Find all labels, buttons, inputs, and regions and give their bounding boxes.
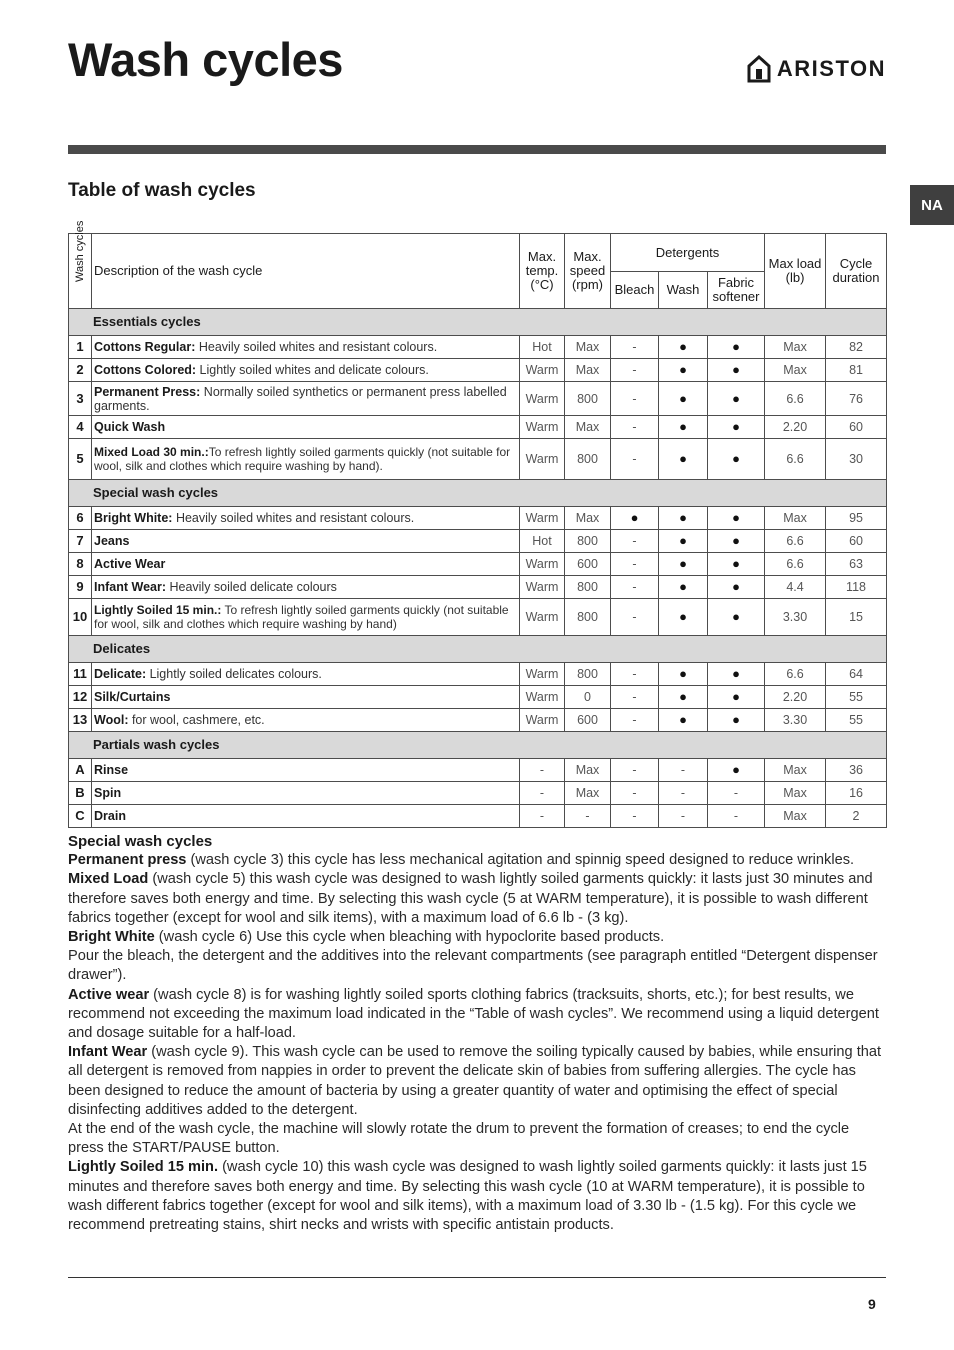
cell-duration: 63 (826, 553, 887, 576)
cycle-name: Drain (94, 809, 126, 823)
table-row (69, 663, 887, 686)
region-tab: NA (910, 185, 954, 225)
header-detergents: Detergents (611, 234, 765, 272)
house-logo-icon (747, 55, 771, 83)
header-description: Description of the wash cycle (92, 234, 520, 309)
cycle-number: 4 (69, 416, 92, 439)
cycle-description (92, 686, 520, 709)
cell-softener: ● (708, 530, 765, 553)
cell-softener: ● (708, 439, 765, 480)
table-row (69, 709, 887, 732)
table-row (69, 359, 887, 382)
cycle-name: Cottons Colored: (94, 363, 197, 377)
group-row (69, 480, 887, 507)
cell-temp: Warm (520, 576, 565, 599)
table-row (69, 507, 887, 530)
cell-speed: 800 (565, 576, 611, 599)
cell-load: Max (765, 759, 826, 782)
cycle-detail: Heavily soiled whites and resistant colours. (195, 340, 438, 354)
cell-temp: Warm (520, 382, 565, 416)
cycle-description (92, 599, 520, 636)
note-infant-wear-detail: At the end of the wash cycle, the machine will slowly rotate the drum to prevent the formation of creases; to end the cycle press the START/PAUSE button. (68, 1121, 850, 1157)
note-permanent-press: Permanent press (wash cycle 3) this cycle has less mechanical agitation and spinnig speed designed to reduce wrinkles. (68, 852, 855, 869)
note-mixed-load: Mixed Load (wash cycle 5) this wash cycle was designed to wash lightly soiled garments quickly: it lasts just 30 minutes and therefore saves both energy and time. By selecting this wash cycle (5 at WARM temperature), it is possible to wash different fabrics together (except for wool and silk items), with a maximum load of 6.6 lb - (3 kg). (68, 871, 873, 926)
cell-speed: 800 (565, 382, 611, 416)
cell-temp: Warm (520, 553, 565, 576)
cycle-name: Mixed Load 30 min.: (94, 445, 209, 459)
table-row (69, 416, 887, 439)
table-row (69, 759, 887, 782)
header-max-temp: Max. temp. (°C) (520, 234, 565, 309)
page-title: Wash cycles (68, 33, 343, 86)
group-label: Special wash cycles (69, 480, 887, 507)
header-softener: Fabric softener (708, 272, 765, 309)
cell-duration: 16 (826, 782, 887, 805)
cycle-name: Delicate: (94, 667, 147, 681)
cell-duration: 2 (826, 805, 887, 828)
cycle-description (92, 507, 520, 530)
cell-wash: ● (659, 439, 708, 480)
cell-wash: ● (659, 530, 708, 553)
cycle-number: 7 (69, 530, 92, 553)
cycle-number: C (69, 805, 92, 828)
table-row (69, 336, 887, 359)
cell-speed: Max (565, 782, 611, 805)
brand-logo (747, 54, 886, 84)
cell-temp: Warm (520, 359, 565, 382)
cell-duration: 81 (826, 359, 887, 382)
cell-duration: 15 (826, 599, 887, 636)
group-row (69, 636, 887, 663)
cell-bleach: - (611, 599, 659, 636)
cell-softener: ● (708, 416, 765, 439)
cell-load: 2.20 (765, 686, 826, 709)
page-number: 9 (868, 1296, 876, 1312)
cycle-description (92, 359, 520, 382)
cycle-detail: Heavily soiled delicate colours (166, 580, 337, 594)
cycle-number: 12 (69, 686, 92, 709)
cell-temp: Warm (520, 599, 565, 636)
cell-bleach: - (611, 663, 659, 686)
header-wash: Wash (659, 272, 708, 309)
cell-softener: ● (708, 709, 765, 732)
cell-wash: ● (659, 382, 708, 416)
cell-load: 3.30 (765, 599, 826, 636)
cell-load: 2.20 (765, 416, 826, 439)
cell-wash: ● (659, 359, 708, 382)
cycle-description (92, 382, 520, 416)
cycle-number: 5 (69, 439, 92, 480)
note-lightly-soiled: Lightly Soiled 15 min. (wash cycle 10) this wash cycle was designed to wash lightly soiled garments quickly: it lasts just 15 minutes and therefore saves both energy and time. By selecting this wash cycle (10 at WARM temperature), it is possible to wash different fabrics together (except for wool and silk items), with a maximum load of 3.30 lb - (1.5 kg). For this cycle we recommend pretreating stains, shirt necks and wrists with specific antistain products. (68, 1159, 867, 1234)
cell-speed: - (565, 805, 611, 828)
cycle-detail: To refresh lightly soiled garments quickly (not suitable for wool, silk and clothes which require washing by hand). (94, 445, 511, 473)
cycle-description (92, 576, 520, 599)
cell-temp: Hot (520, 530, 565, 553)
cycle-number: 9 (69, 576, 92, 599)
brand-name: ARISTON (776, 56, 886, 81)
cell-softener: ● (708, 359, 765, 382)
cell-bleach: - (611, 709, 659, 732)
cell-speed: Max (565, 359, 611, 382)
table-row (69, 599, 887, 636)
cell-softener: ● (708, 576, 765, 599)
cell-wash: ● (659, 663, 708, 686)
cell-bleach: ● (611, 507, 659, 530)
section-title: Table of wash cycles (68, 180, 256, 201)
header-rule (68, 145, 886, 154)
cell-bleach: - (611, 686, 659, 709)
cycle-description (92, 805, 520, 828)
cycle-name: Rinse (94, 763, 129, 777)
cycle-description (92, 782, 520, 805)
cycle-name: Silk/Curtains (94, 690, 171, 704)
cell-temp: Warm (520, 686, 565, 709)
table-row (69, 576, 887, 599)
cell-wash: ● (659, 599, 708, 636)
cell-load: 6.6 (765, 553, 826, 576)
cell-temp: Hot (520, 336, 565, 359)
cycle-name: Infant Wear: (94, 580, 166, 594)
cell-load: 6.6 (765, 439, 826, 480)
table-row (69, 382, 887, 416)
cycle-number: 11 (69, 663, 92, 686)
cell-duration: 55 (826, 686, 887, 709)
cycle-description (92, 759, 520, 782)
cell-speed: Max (565, 416, 611, 439)
table-row (69, 686, 887, 709)
cell-wash: - (659, 782, 708, 805)
cell-speed: Max (565, 759, 611, 782)
cell-duration: 64 (826, 663, 887, 686)
cell-temp: Warm (520, 663, 565, 686)
cycle-description (92, 530, 520, 553)
cell-temp: Warm (520, 709, 565, 732)
cycle-number: 8 (69, 553, 92, 576)
cell-duration: 118 (826, 576, 887, 599)
cycle-name: Jeans (94, 534, 130, 548)
cell-softener: ● (708, 336, 765, 359)
group-row (69, 732, 887, 759)
cell-softener: ● (708, 686, 765, 709)
cell-load: 6.6 (765, 382, 826, 416)
cycle-description (92, 663, 520, 686)
note-active-wear: Active wear (wash cycle 8) is for washing lightly soiled sports clothing fabrics (tracksuits, shorts, etc.); for best results, we recommend not exceeding the maximum load indicated in the “Table of wash cycles”. We recommend using a liquid detergent and dosage suitable for a half-load. (68, 986, 879, 1042)
cell-temp: - (520, 782, 565, 805)
notes-heading: Special wash cycles (68, 833, 213, 850)
cell-load: Max (765, 507, 826, 530)
cell-bleach: - (611, 530, 659, 553)
cycle-number: 3 (69, 382, 92, 416)
cell-bleach: - (611, 416, 659, 439)
cell-temp: - (520, 759, 565, 782)
cycle-detail: for wool, cashmere, etc. (128, 713, 265, 727)
cell-speed: 800 (565, 599, 611, 636)
table-row (69, 553, 887, 576)
cell-load: 6.6 (765, 530, 826, 553)
cell-load: Max (765, 782, 826, 805)
cell-softener: ● (708, 663, 765, 686)
cell-load: Max (765, 359, 826, 382)
cycle-name: Cottons Regular: (94, 340, 196, 354)
note-bright-white: Bright White (wash cycle 6) Use this cycle when bleaching with hypoclorite based products. (68, 929, 665, 946)
cell-softener: ● (708, 382, 765, 416)
cell-duration: 82 (826, 336, 887, 359)
cell-speed: 600 (565, 553, 611, 576)
header-duration: Cycle duration (826, 234, 887, 309)
cycle-name: Permanent Press: (94, 384, 201, 399)
cell-wash: ● (659, 507, 708, 530)
group-label: Partials wash cycles (69, 732, 887, 759)
cell-bleach: - (611, 782, 659, 805)
cell-wash: ● (659, 686, 708, 709)
cycle-number: 2 (69, 359, 92, 382)
group-row (69, 309, 887, 336)
header-max-speed: Max. speed (rpm) (565, 234, 611, 309)
cycle-description (92, 336, 520, 359)
cell-bleach: - (611, 336, 659, 359)
cycle-detail: Heavily soiled whites and resistant colours. (172, 511, 415, 525)
cell-load: Max (765, 336, 826, 359)
cycle-description (92, 416, 520, 439)
cell-wash: ● (659, 709, 708, 732)
cell-bleach: - (611, 759, 659, 782)
cell-wash: - (659, 805, 708, 828)
cell-wash: ● (659, 336, 708, 359)
cycle-detail: Normally soiled synthetics or permanent press labelled garments. (94, 384, 507, 413)
cycle-number: A (69, 759, 92, 782)
table-row (69, 782, 887, 805)
cell-temp: Warm (520, 416, 565, 439)
cell-bleach: - (611, 382, 659, 416)
footer-rule (68, 1277, 886, 1278)
wash-cycles-table (68, 220, 886, 828)
cycle-description (92, 553, 520, 576)
cell-bleach: - (611, 359, 659, 382)
cell-temp: - (520, 805, 565, 828)
cycle-detail: To refresh lightly soiled garments quickly (not suitable for wool, silk and clothes which require washing by hand) (94, 603, 509, 631)
cell-wash: ● (659, 553, 708, 576)
cell-wash: - (659, 759, 708, 782)
group-label: Delicates (69, 636, 887, 663)
cycle-name: Bright White: (94, 511, 173, 525)
cell-speed: 800 (565, 439, 611, 480)
cell-softener: ● (708, 599, 765, 636)
header-bleach: Bleach (611, 272, 659, 309)
cycle-name: Spin (94, 786, 122, 800)
cell-load: 3.30 (765, 709, 826, 732)
cycle-name: Wool: (94, 713, 129, 727)
cell-bleach: - (611, 439, 659, 480)
table-row (69, 805, 887, 828)
cell-softener: ● (708, 553, 765, 576)
cell-duration: 76 (826, 382, 887, 416)
note-bright-white-detail: Pour the bleach, the detergent and the additives into the relevant compartments (see paragraph entitled “Detergent dispenser drawer”). (68, 948, 878, 984)
header-cycles: Wash cycles (69, 234, 92, 309)
header-max-load: Max load (lb) (765, 234, 826, 309)
cycle-number: 13 (69, 709, 92, 732)
cell-speed: Max (565, 336, 611, 359)
cell-speed: 800 (565, 530, 611, 553)
cell-softener: ● (708, 507, 765, 530)
cell-load: Max (765, 805, 826, 828)
cell-duration: 60 (826, 416, 887, 439)
cycle-number: B (69, 782, 92, 805)
table-row (69, 530, 887, 553)
cell-softener: - (708, 805, 765, 828)
cell-speed: 600 (565, 709, 611, 732)
cell-softener: - (708, 782, 765, 805)
cycle-description (92, 439, 520, 480)
cell-bleach: - (611, 576, 659, 599)
cycle-detail: Lightly soiled whites and delicate colours. (196, 363, 429, 377)
cell-bleach: - (611, 805, 659, 828)
cell-duration: 30 (826, 439, 887, 480)
cycle-number: 1 (69, 336, 92, 359)
cycle-name: Quick Wash (94, 420, 166, 434)
cell-temp: Warm (520, 439, 565, 480)
cell-duration: 36 (826, 759, 887, 782)
cell-speed: Max (565, 507, 611, 530)
cell-speed: 800 (565, 663, 611, 686)
cycle-detail: Lightly soiled delicates colours. (146, 667, 322, 681)
cell-duration: 55 (826, 709, 887, 732)
table-row (69, 439, 887, 480)
cycle-name: Active Wear (94, 557, 166, 571)
cell-duration: 60 (826, 530, 887, 553)
notes-section (68, 832, 888, 1235)
note-infant-wear: Infant Wear (wash cycle 9). This wash cycle can be used to remove the soiling typically caused by babies, while ensuring that all detergent is removed from nappies in order to prevent the delicate skin of babies from suffering allergies. The cycle has been designed to reduce the amount of bacteria by using a greater quantity of water and optimising the effect of special disinfecting additives added to the detergent. (68, 1044, 882, 1118)
cell-duration: 95 (826, 507, 887, 530)
group-label: Essentials cycles (69, 309, 887, 336)
cell-bleach: - (611, 553, 659, 576)
cell-softener: ● (708, 759, 765, 782)
cycle-number: 6 (69, 507, 92, 530)
cell-wash: ● (659, 416, 708, 439)
cell-wash: ● (659, 576, 708, 599)
cell-temp: Warm (520, 507, 565, 530)
cycle-number: 10 (69, 599, 92, 636)
cycle-name: Lightly Soiled 15 min.: (94, 603, 222, 617)
cell-load: 6.6 (765, 663, 826, 686)
cell-load: 4.4 (765, 576, 826, 599)
cycle-description (92, 709, 520, 732)
cell-speed: 0 (565, 686, 611, 709)
